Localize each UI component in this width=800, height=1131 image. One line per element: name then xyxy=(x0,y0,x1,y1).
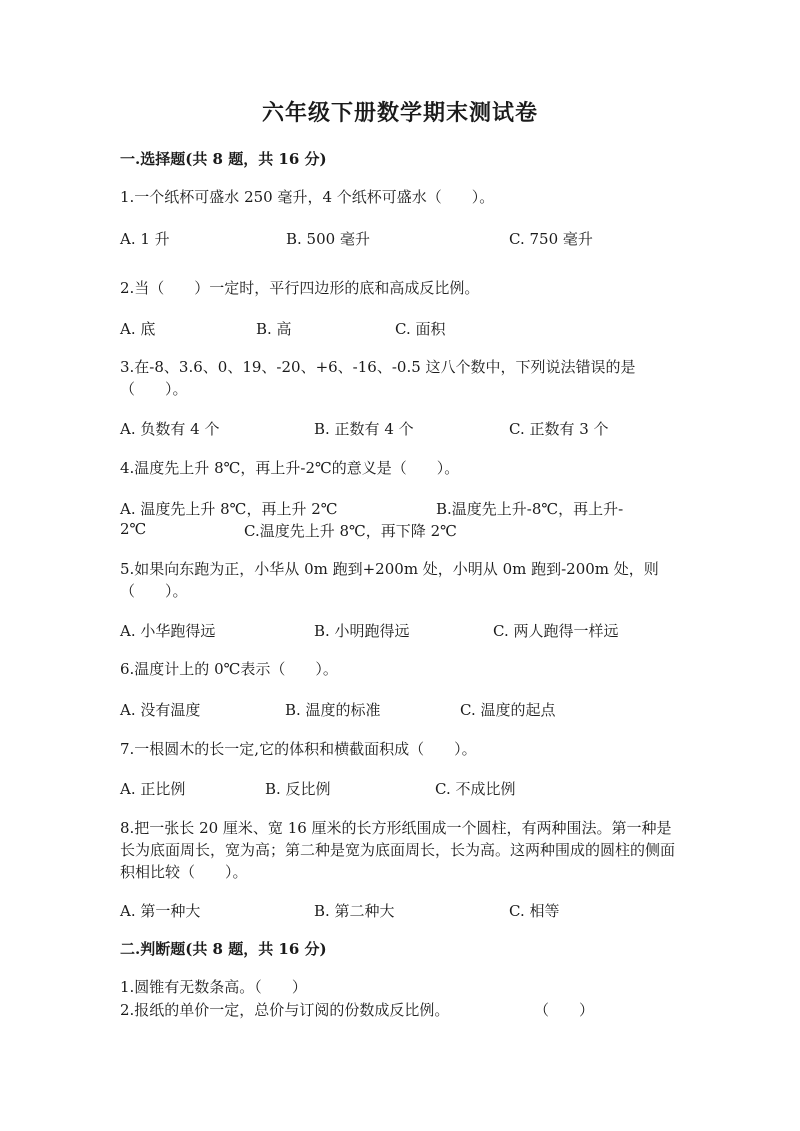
q5-option-b: B. 小明跑得远 xyxy=(314,622,410,640)
question-3: 3.在-8、3.6、0、19、-20、+6、-16、-0.5 这八个数中，下列说法错误的是（ ）。 xyxy=(120,358,636,398)
question-2: 2.当（ ）一定时，平行四边形的底和高成反比例。 xyxy=(120,279,480,297)
q2-option-a: A. 底 xyxy=(120,320,156,338)
q1-option-a: A. 1 升 xyxy=(120,230,170,248)
judgment-2: 2.报纸的单价一定，总价与订阅的份数成反比例。 xyxy=(120,1001,450,1019)
q2-option-b: B. 高 xyxy=(256,320,292,338)
q1-option-c: C. 750 毫升 xyxy=(509,230,593,248)
q4-option-c: C.温度先上升 8℃，再下降 2℃ xyxy=(244,522,457,540)
q6-option-b: B. 温度的标准 xyxy=(285,701,381,719)
section-heading-judgment: 二.判断题(共 8 题，共 16 分) xyxy=(120,940,327,958)
q3-option-c: C. 正数有 3 个 xyxy=(509,420,609,438)
question-1: 1.一个纸杯可盛水 250 毫升，4 个纸杯可盛水（ ）。 xyxy=(120,188,495,206)
q8-option-c: C. 相等 xyxy=(509,902,560,920)
q5-option-c: C. 两人跑得一样远 xyxy=(493,622,619,640)
q2-option-c: C. 面积 xyxy=(395,320,446,338)
q6-option-c: C. 温度的起点 xyxy=(460,701,556,719)
q7-option-c: C. 不成比例 xyxy=(435,780,516,798)
q8-option-a: A. 第一种大 xyxy=(120,902,201,920)
q5-option-a: A. 小华跑得远 xyxy=(120,622,216,640)
page-title: 六年级下册数学期末测试卷 xyxy=(261,100,538,126)
question-5: 5.如果向东跑为正，小华从 0m 跑到+200m 处，小明从 0m 跑到-200m 处，则（ ）。 xyxy=(120,560,659,600)
q6-option-a: A. 没有温度 xyxy=(120,701,201,719)
q8-option-b: B. 第二种大 xyxy=(314,902,395,920)
question-8: 8.把一张长 20 厘米、宽 16 厘米的长方形纸围成一个圆柱，有两种围法。第一种是长为底面周长，宽为高；第二种是宽为底面周长，长为高。这两种围成的圆柱的侧面积相比较（ ）。 xyxy=(120,819,676,881)
judgment-2-answer-paren: （ ） xyxy=(534,1001,595,1019)
question-4: 4.温度先上升 8℃，再上升-2℃的意义是（ ）。 xyxy=(120,459,460,477)
judgment-1: 1.圆锥有无数条高。（ ） xyxy=(120,978,307,996)
q3-option-b: B. 正数有 4 个 xyxy=(314,420,414,438)
q1-option-b: B. 500 毫升 xyxy=(286,230,370,248)
q7-option-b: B. 反比例 xyxy=(265,780,331,798)
question-6: 6.温度计上的 0℃表示（ ）。 xyxy=(120,660,338,678)
question-7: 7.一根圆木的长一定,它的体积和横截面积成（ ）。 xyxy=(120,740,477,758)
q3-option-a: A. 负数有 4 个 xyxy=(120,420,220,438)
q7-option-a: A. 正比例 xyxy=(120,780,186,798)
section-heading-choice: 一.选择题(共 8 题，共 16 分) xyxy=(120,150,327,168)
q4-option-b-continued: 2℃ xyxy=(120,520,147,538)
q4-option-b: B.温度先上升-8℃，再上升- xyxy=(436,500,624,518)
q4-option-a: A. 温度先上升 8℃，再上升 2℃ xyxy=(120,500,338,518)
